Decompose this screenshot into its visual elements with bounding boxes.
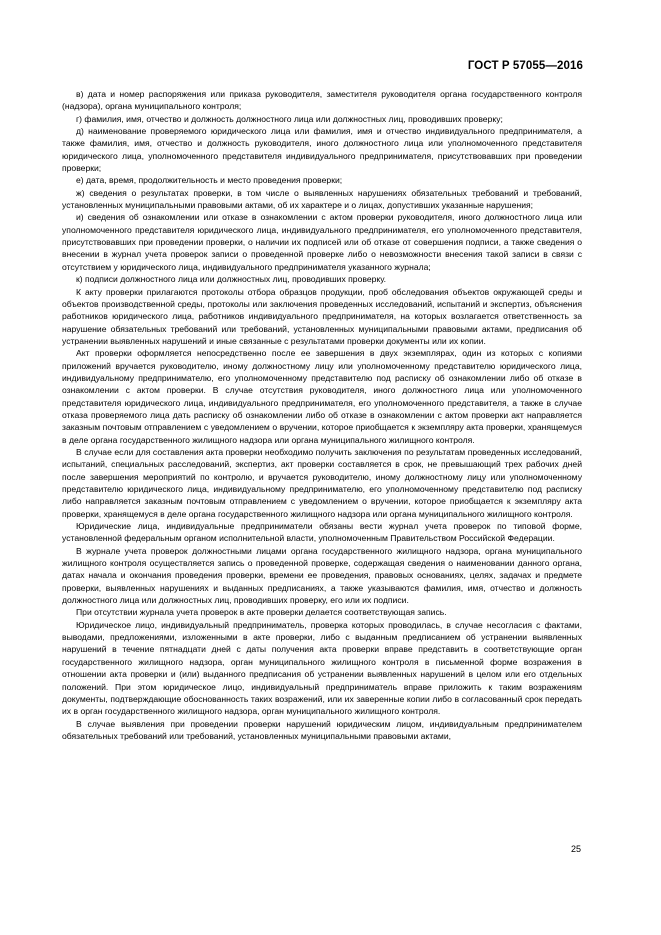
paragraph: ж) сведения о результатах проверки, в том числе о выявленных нарушениях обязательных требований и требований, установленных муниципальными правовыми актами, об их характере и о лицах, допустивших указанные нарушения; <box>62 187 582 211</box>
paragraph: Юридические лица, индивидуальные предприниматели обязаны вести журнал учета проверок по типовой форме, установленной федеральным органом исполнительной власти, уполномоченным Правительством Российской Федерации. <box>62 521 582 544</box>
paragraph: к) подписи должностного лица или должностных лиц, проводивших проверку. <box>76 274 387 285</box>
paragraph: Акт проверки оформляется непосредственно после ее завершения в двух экземплярах, один из которых с копиями приложений вручается руководителю, иному должностному лицу или уполномоченному представителю юридического лица, индивидуальному предпринимателю, его уполномоченному представителю под расписку об ознакомлении либо об отказе в ознакомлении с актом проверки. В случае отсутствия руководителя, иного должностного лица или уполномоченного представителя юридического лица, индивидуального предпринимателя, его уполномоченного представителя, а также в случае отказа проверяемого лица дать расписку об ознакомлении либо об отказе в ознакомлении с актом проверки акт направляется заказным почтовым отправлением с уведомлением о вручении, которое приобщается к экземпляру акта проверки, хранящемуся в деле органа государственного жилищного надзора или органа муниципального жилищного контроля. <box>62 348 582 445</box>
document-code-header: ГОСТ Р 57055—2016 <box>467 60 583 72</box>
paragraph: е) дата, время, продолжительность и место проведения проверки; <box>76 175 343 186</box>
paragraph: д) наименование проверяемого юридического лица или фамилия, имя и отчество индивидуального предпринимателя, а также фамилия, имя, отчество и должность руководителя, иного должностного лица или уполномоченного представителя юридического лица, уполномоченного представителя индивидуального предпринимателя, присутствовавших при проведении проверки; <box>62 126 582 174</box>
page-number: 25 <box>570 844 581 854</box>
paragraph: и) сведения об ознакомлении или отказе в ознакомлении с актом проверки руководителя, иного должностного лица или уполномоченного представителя юридического лица, индивидуального предпринимателя, его уполномоченного представителя, присутствовавших при проведении проверки, о наличии их подписей или об отказе от совершения подписи, а также сведения о внесении в журнал учета проверок записи о проведенной проверке либо о невозможности внесения такой записи в связи с отсутствием у юридического лица, индивидуального предпринимателя указанного журнала; <box>62 212 582 272</box>
paragraph: В журнале учета проверок должностными лицами органа государственного жилищного надзора, органа муниципального жилищного контроля осуществляется запись о проведенной проверке, содержащая сведения о наименовании данного органа, датах начала и окончания проведения проверки, времени ее проведения, правовых основаниях, целях, задачах и предмете проверки, выявленных нарушениях и выданных предписаниях, а также указываются фамилия, имя, отчество и должность должностного лица или должностных лиц, проводивших проверку, его или их подписи. <box>62 545 582 606</box>
document-body <box>62 88 582 742</box>
paragraph: г) фамилия, имя, отчество и должность должностного лица или должностных лиц, проводивших проверку; <box>76 113 503 124</box>
paragraph: Юридическое лицо, индивидуальный предприниматель, проверка которых проводилась, в случае несогласия с фактами, выводами, предложениями, изложенными в акте проверки, либо с выданным предписанием об устранении выявленных нарушений в течение пятнадцати дней с даты получения акта проверки вправе представить в соответствующие орган государственного жилищного надзора, орган муниципального жилищного контроля в письменной форме возражения в отношении акта проверки и (или) выданного предписания об устранении выявленных нарушений в целом или его отдельных положений. При этом юридическое лицо, индивидуальный предприниматель вправе приложить к таким возражениям документы, подтверждающие обоснованность таких возражений, или их заверенные копии либо в согласованный срок передать их в орган государственного жилищного надзора, орган муниципального жилищного контроля. <box>62 619 582 717</box>
paragraph: При отсутствии журнала учета проверок в акте проверки делается соответствующая запись. <box>76 607 447 618</box>
paragraph: В случае если для составления акта проверки необходимо получить заключения по результатам проведенных исследований, испытаний, специальных расследований, экспертиз, акт проверки составляется в срок, не превышающий трех рабочих дней после завершения мероприятий по контролю, и вручается руководителю, иному должностному лицу или уполномоченному представителю юридического лица, индивидуальному предпринимателю, его уполномоченному представителю под расписку либо направляется заказным почтовым отправлением с уведомлением о вручении, которое приобщается к экземпляру акта проверки, хранящемуся в деле органа государственного жилищного надзора или органа муниципального жилищного контроля. <box>62 446 582 519</box>
paragraph: В случае выявления при проведении проверки нарушений юридическим лицом, индивидуальным предпринимателем обязательных требований или требований, установленных муниципальными правовыми актами, <box>62 718 582 741</box>
paragraph: в) дата и номер распоряжения или приказа руководителя, заместителя руководителя органа государственного контроля (надзора), органа муниципального контроля; <box>62 89 582 112</box>
paragraph: К акту проверки прилагаются протоколы отбора образцов продукции, проб обследования объектов окружающей среды и объектов производственной среды, протоколы или заключения проведенных исследований, испытаний и экспертиз, объяснения работников юридического лица, работников индивидуального предпринимателя, на которых возлагается ответственность за нарушение обязательных требований или требований, установленных муниципальными правовыми актами, предписания об устранении выявленных нарушений и иные связанные с результатами проверки документы или их копии. <box>62 286 582 346</box>
